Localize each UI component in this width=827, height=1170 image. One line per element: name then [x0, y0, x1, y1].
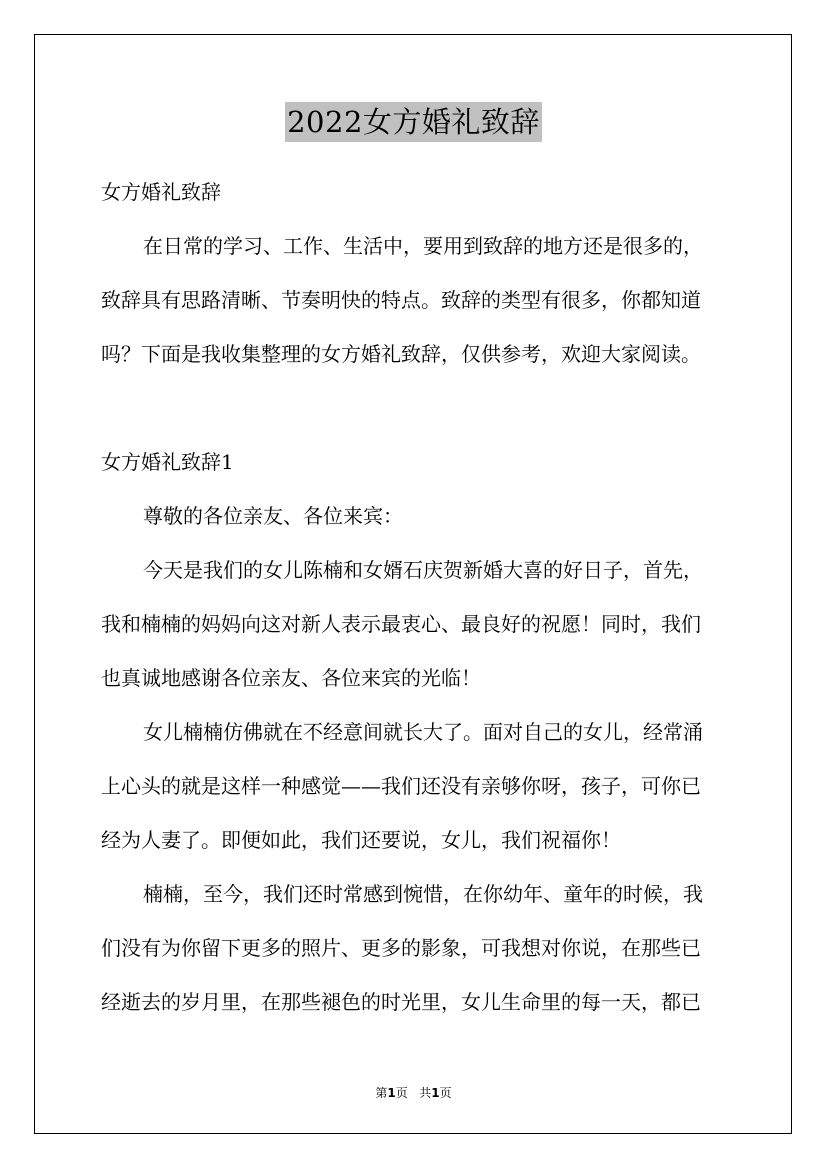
paragraph3-line-1: 楠楠，至今，我们还时常感到惋惜，在你幼年、童年的时候，我 [143, 882, 703, 906]
total-pages: 1 [431, 1086, 440, 1100]
total-suffix: 页 [439, 1086, 452, 1100]
salutation: 尊敬的各位亲友、各位来宾： [143, 504, 403, 528]
intro-line-1: 在日常的学习、工作、生活中，要用到致辞的地方还是很多的， [143, 234, 703, 258]
paragraph3-line-3: 经逝去的岁月里，在那些褪色的时光里，女儿生命里的每一天，都已 [101, 990, 701, 1014]
intro-line-3: 吗？下面是我收集整理的女方婚礼致辞，仅供参考，欢迎大家阅读。 [101, 342, 701, 366]
total-prefix: 共 [419, 1086, 432, 1100]
paragraph1-line-2: 我和楠楠的妈妈向这对新人表示最衷心、最良好的祝愿！同时，我们 [101, 612, 701, 636]
subheading: 女方婚礼致辞 [101, 180, 221, 204]
page-suffix: 页 [395, 1086, 408, 1100]
paragraph2-line-2: 上心头的就是这样一种感觉——我们还没有亲够你呀，孩子，可你已 [101, 774, 701, 798]
paragraph3-line-2: 们没有为你留下更多的照片、更多的影象，可我想对你说，在那些已 [101, 936, 701, 960]
paragraph1-line-1: 今天是我们的女儿陈楠和女婿石庆贺新婚大喜的好日子，首先， [143, 558, 703, 582]
page-number: 1 [387, 1086, 396, 1100]
blank-line [101, 381, 729, 435]
page-footer [0, 1084, 827, 1101]
intro-line-2: 致辞具有思路清晰、节奏明快的特点。致辞的类型有很多，你都知道 [101, 288, 701, 312]
section-heading: 女方婚礼致辞1 [101, 450, 234, 474]
title-container [0, 102, 827, 142]
document-title: 2022女方婚礼致辞 [285, 102, 542, 142]
paragraph2-line-3: 经为人妻了。即便如此，我们还要说，女儿，我们祝福你！ [101, 828, 621, 852]
paragraph2-line-1: 女儿楠楠仿佛就在不经意间就长大了。面对自己的女儿，经常涌 [143, 720, 703, 744]
paragraph1-line-3: 也真诚地感谢各位亲友、各位来宾的光临！ [101, 666, 481, 690]
page-prefix: 第 [375, 1086, 388, 1100]
document-body [101, 165, 729, 1029]
